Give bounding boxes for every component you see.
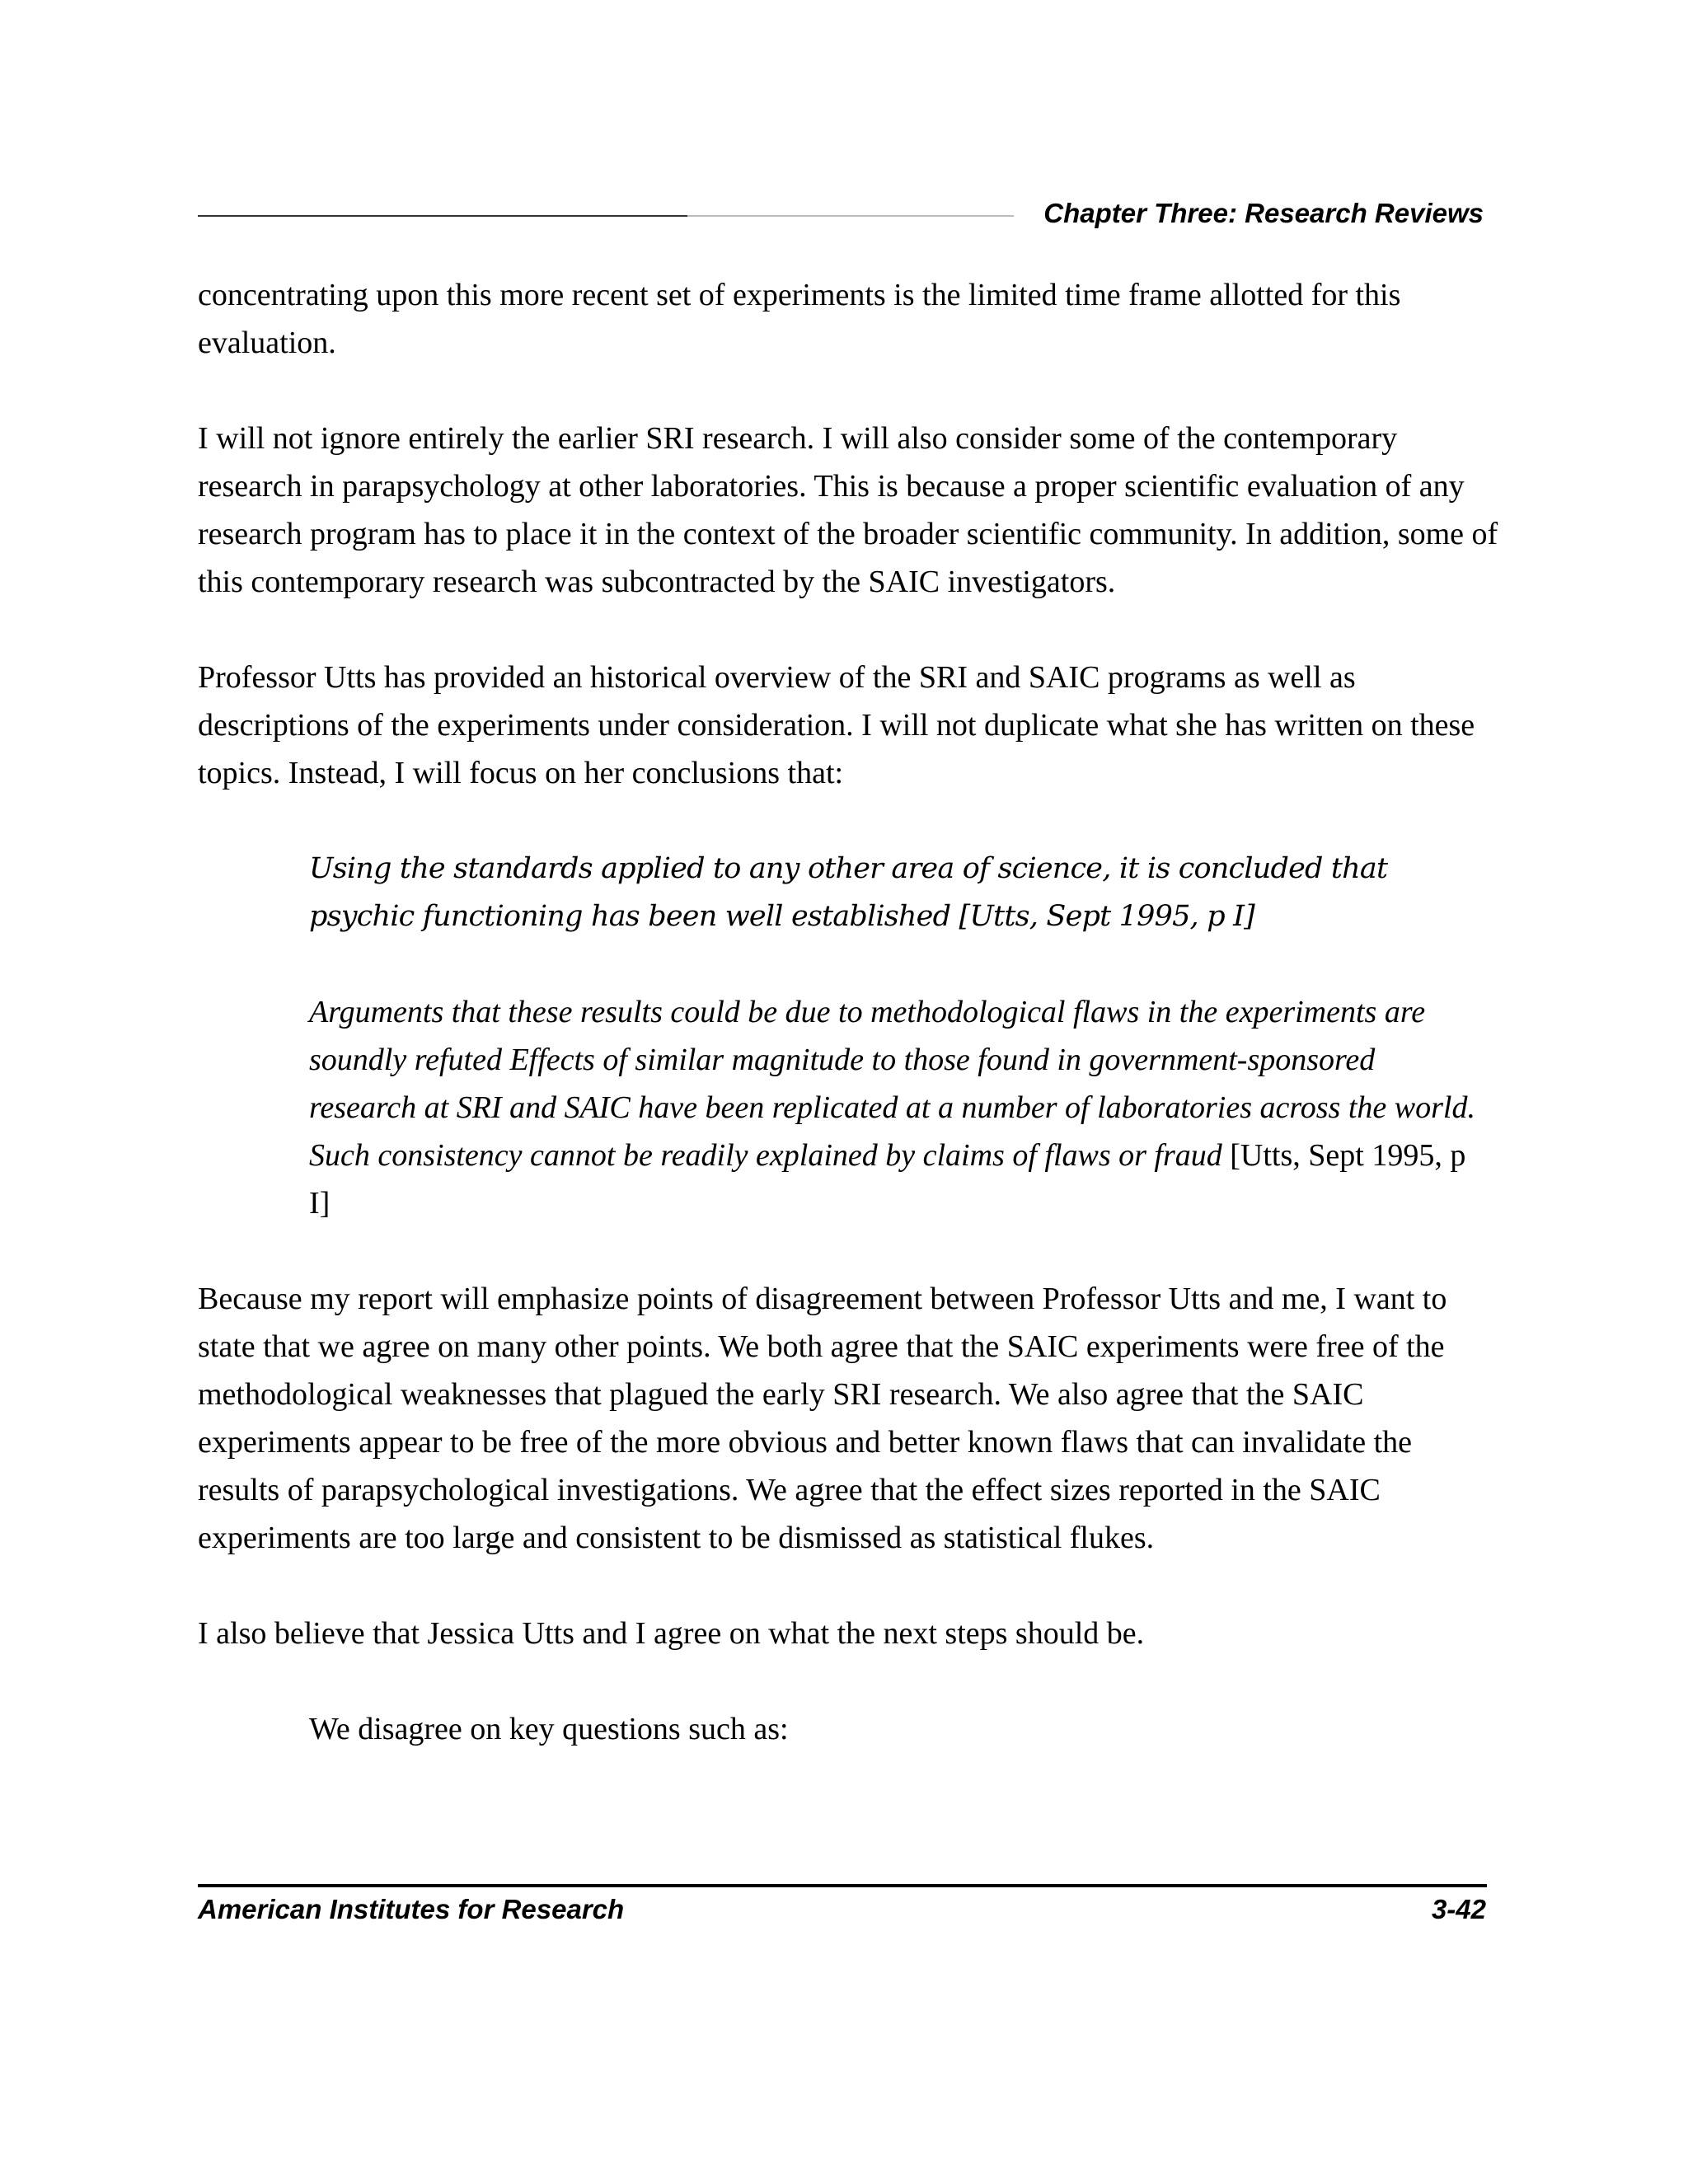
- block-quote-2-citation: [Utts, Sept 1995, p I]: [309, 1138, 1466, 1221]
- paragraph-4: Because my report will emphasize points of disagreement between Professor Utts and me, I want to state that we agree on many other points. We both agree that the SAIC experiments were free of the methodological weaknesses that plagued the early SRI research. We also agree that the SAIC experiments appear to be free of the more obvious and better known flaws that can invalidate the results of parapsychological investigations. We agree that the effect sizes reported in the SAIC experiments are too large and consistent to be dismissed as statistical flukes.: [198, 1282, 1447, 1555]
- chapter-header: Chapter Three: Research Reviews: [1043, 198, 1484, 228]
- header-rule: [198, 215, 1014, 217]
- paragraph-5: I also believe that Jessica Utts and I agree on what the next steps should be.: [198, 1616, 1145, 1651]
- block-quote-1: Using the standards applied to any other area of science, it is concluded that psychic functioning has been well established [Utts, Sept 1995, p I]: [309, 852, 1388, 933]
- paragraph-3: Professor Utts has provided an historical overview of the SRI and SAIC programs as well as descriptions of the experiments under consideration. I will not duplicate what she has written on these topics. Instead, I will focus on her conclusions that:: [198, 660, 1475, 790]
- block-quote-2-text: Arguments that these results could be due to methodological flaws in the experiments are soundly refuted Effects of similar magnitude to those found in government-sponsored research at SRI and SAIC have been replicated at a number of laboratories across the world. Such consistency cannot be readily explained by claims of flaws or fraud: [309, 995, 1475, 1173]
- footer-organization: American Institutes for Research: [198, 1894, 625, 1924]
- page-number: 3-42: [1431, 1894, 1486, 1924]
- paragraph-6: We disagree on key questions such as:: [309, 1712, 789, 1746]
- footer-rule: [198, 1884, 1487, 1887]
- block-quote-2: [309, 988, 1479, 1227]
- paragraph-1: concentrating upon this more recent set of experiments is the limited time frame allotted for this evaluation.: [198, 278, 1401, 360]
- paragraph-2: I will not ignore entirely the earlier SRI research. I will also consider some of the contemporary research in parapsychology at other laboratories. This is because a proper scientific evaluation of any research program has to place it in the context of the broader scientific community. In addition, some of this contemporary research was subcontracted by the SAIC investigators.: [198, 421, 1498, 599]
